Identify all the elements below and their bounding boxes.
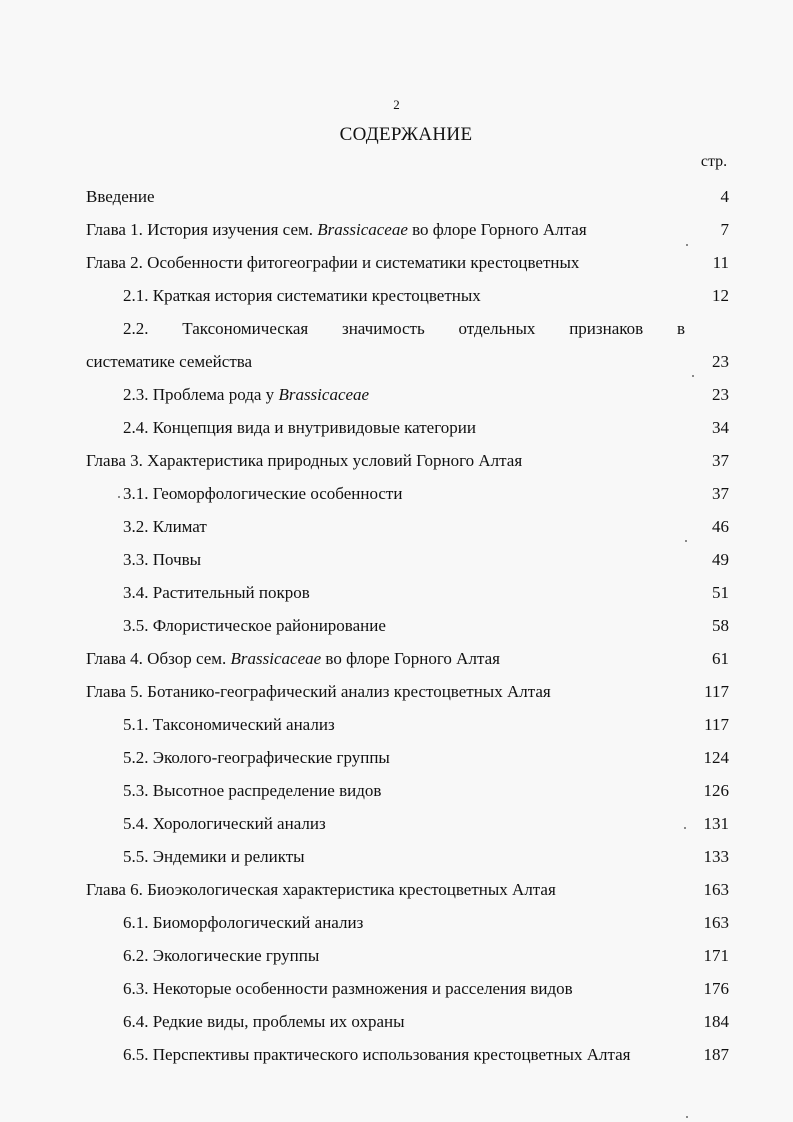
toc-entry-title: 2.1. Краткая история систематики крестоцветных	[123, 286, 481, 305]
toc-subentry	[0, 279, 793, 312]
toc-entry-title: Глава 3. Характеристика природных условий Горного Алтая	[86, 451, 523, 470]
toc-entry-title: 3.4. Растительный покров	[123, 583, 310, 602]
toc-entry-title: 6.4. Редкие виды, проблемы их охраны	[123, 1012, 405, 1031]
toc-entry-title: 5.3. Высотное распределение видов	[123, 781, 382, 800]
toc-entry-page: 131	[703, 814, 729, 833]
toc-subentry	[0, 708, 793, 741]
toc-entry-page: 7	[720, 220, 729, 239]
toc-entry	[0, 180, 793, 213]
toc-subentry	[0, 378, 793, 411]
toc-entry-page: 51	[712, 583, 729, 602]
toc-subentry	[0, 543, 793, 576]
toc-entry-page: 34	[712, 418, 729, 437]
toc-entry-page: 37	[712, 451, 729, 470]
toc-entry-page: 124	[703, 748, 729, 767]
toc-entry	[0, 246, 793, 279]
toc-entry-page: 4	[720, 187, 729, 206]
toc-entry	[0, 675, 793, 708]
page-column-label: стр.	[700, 153, 728, 170]
toc-subentry	[0, 774, 793, 807]
scan-speck	[685, 540, 687, 542]
toc-entry-page: 176	[703, 979, 729, 998]
toc-entry-title: 6.5. Перспективы практического использования крестоцветных Алтая	[123, 1045, 631, 1064]
toc-entry	[0, 213, 793, 246]
toc-entry-page: 171	[703, 946, 729, 965]
page-title: СОДЕРЖАНИЕ	[339, 124, 473, 145]
toc-entry-title: 3.3. Почвы	[123, 550, 202, 569]
toc-entry-title: Глава 5. Ботанико-географический анализ крестоцветных Алтая	[86, 682, 551, 701]
toc-entry-title: 3.2. Климат	[123, 517, 207, 536]
toc-entry-title: Глава 4. Обзор сем. Brassicaceae во флоре Горного Алтая	[86, 649, 500, 668]
toc-subentry	[0, 609, 793, 642]
toc-entry-title: 3.5. Флористическое районирование	[123, 616, 386, 635]
toc-entry-page: 46	[712, 517, 729, 536]
toc-entry	[0, 873, 793, 906]
toc-entry-page: 23	[712, 385, 729, 404]
toc-entry-page: 163	[703, 880, 729, 899]
toc-subentry	[0, 840, 793, 873]
toc-subentry	[0, 510, 793, 543]
toc-entry-title: 3.1. Геоморфологические особенности	[123, 484, 403, 503]
toc-entry-title: 2.4. Концепция вида и внутривидовые категории	[123, 418, 476, 437]
scan-speck	[684, 827, 686, 829]
page-number: 2	[393, 97, 400, 112]
toc-subentry	[0, 1038, 793, 1071]
toc-subentry	[0, 411, 793, 444]
toc-entry	[0, 642, 793, 675]
toc-subentry	[0, 906, 793, 939]
toc-entry-title: Глава 2. Особенности фитогеографии и систематики крестоцветных	[86, 253, 580, 272]
toc-entry-page: 187	[703, 1045, 729, 1064]
scan-speck	[686, 1116, 688, 1118]
toc-entry-page: 163	[703, 913, 729, 932]
scan-speck	[118, 496, 120, 498]
toc-entry-page: 11	[712, 253, 729, 272]
scan-speck	[686, 244, 688, 246]
toc-entry	[0, 444, 793, 477]
toc-entry-page: 58	[712, 616, 729, 635]
toc-subentry	[0, 576, 793, 609]
toc-subentry-continuation	[0, 345, 793, 378]
toc-entry-title: 5.2. Эколого-географические группы	[123, 748, 390, 767]
toc-subentry	[0, 1005, 793, 1038]
toc-entry-title: 5.1. Таксономический анализ	[123, 715, 335, 734]
toc-entry-title: Введение	[86, 187, 155, 206]
toc-entry-page: 117	[704, 715, 729, 734]
toc-entry-title: систематике семейства	[86, 352, 253, 371]
scan-speck	[692, 375, 694, 377]
toc-entry-title: 2.2. Таксономическая значимость отдельных признаков в	[123, 319, 685, 338]
toc-entry-page: 126	[703, 781, 729, 800]
toc-entry-title: 5.4. Хорологический анализ	[123, 814, 326, 833]
toc-entry-page: 49	[712, 550, 729, 569]
toc-entry-page: 61	[712, 649, 729, 668]
toc-subentry	[0, 807, 793, 840]
toc-entry-title: 2.3. Проблема рода у Brassicaceae	[123, 385, 370, 404]
toc-entry-title: 6.2. Экологические группы	[123, 946, 320, 965]
toc-entry-title: Глава 6. Биоэкологическая характеристика крестоцветных Алтая	[86, 880, 556, 899]
toc-subentry	[0, 312, 793, 345]
toc-entry-title: 6.3. Некоторые особенности размножения и расселения видов	[123, 979, 573, 998]
toc-subentry	[0, 477, 793, 510]
toc-entry-page: 184	[703, 1012, 729, 1031]
toc-entry-title: Глава 1. История изучения сем. Brassicaceae во флоре Горного Алтая	[86, 220, 587, 239]
toc-subentry	[0, 939, 793, 972]
toc-entry-page: 117	[704, 682, 729, 701]
toc-subentry	[0, 972, 793, 1005]
toc-entry-page: 37	[712, 484, 729, 503]
toc-entry-title: 6.1. Биоморфологический анализ	[123, 913, 364, 932]
toc-entry-page: 12	[712, 286, 729, 305]
toc-entry-page: 133	[703, 847, 729, 866]
toc-entry-page: 23	[712, 352, 729, 371]
toc-entry-title: 5.5. Эндемики и реликты	[123, 847, 305, 866]
toc-subentry	[0, 741, 793, 774]
